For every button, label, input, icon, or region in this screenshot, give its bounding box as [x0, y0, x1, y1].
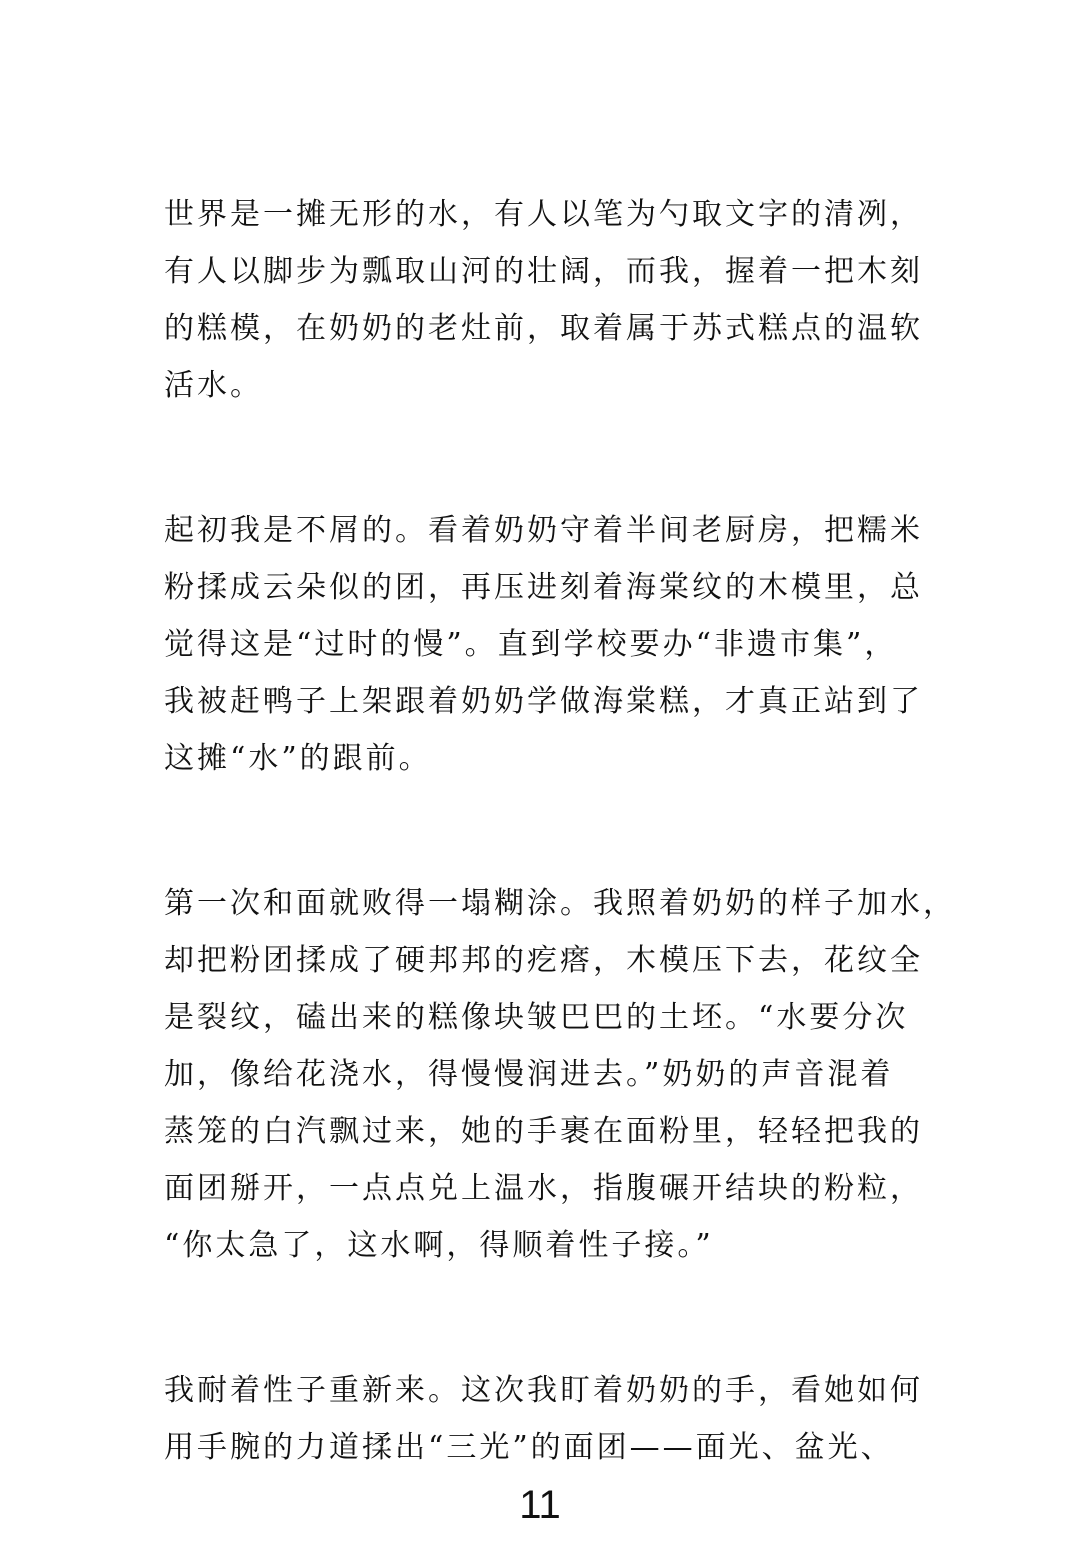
paragraph-4 — [164, 1362, 924, 1476]
text-line: 却把粉团揉成了硬邦邦的疙瘩，木模压下去，花纹全 — [164, 943, 923, 978]
text-line: 加，像给花浇水，得慢慢润进去。”奶奶的声音混着 — [164, 1057, 894, 1092]
text-line: 第一次和面就败得一塌糊涂。我照着奶奶的样子加水， — [164, 886, 956, 921]
paragraph-1 — [164, 186, 924, 414]
text-line: 面团掰开，一点点兑上温水，指腹碾开结块的粉粒， — [164, 1171, 923, 1206]
text-line: 蒸笼的白汽飘过来，她的手裹在面粉里，轻轻把我的 — [164, 1114, 923, 1149]
text-line: 觉得这是“过时的慢”。直到学校要办“非遗市集”， — [164, 627, 898, 662]
body-text — [164, 186, 956, 1564]
page-number: 11 — [519, 1483, 561, 1527]
text-line: 粉揉成云朵似的团，再压进刻着海棠纹的木模里，总 — [164, 570, 923, 605]
paragraph-3 — [164, 875, 956, 1274]
text-line: 是裂纹，磕出来的糕像块皱巴巴的土坯。“水要分次 — [164, 1000, 909, 1035]
text-line: 有人以脚步为瓢取山河的壮阔，而我，握着一把木刻 — [164, 254, 923, 289]
text-line: 活水。 — [164, 368, 263, 403]
text-line: “你太急了，这水啊，得顺着性子接。” — [164, 1228, 714, 1263]
text-line: 这摊“水”的跟前。 — [164, 741, 432, 776]
text-line: 世界是一摊无形的水，有人以笔为勺取文字的清冽， — [164, 197, 923, 232]
text-line: 起初我是不屑的。看着奶奶守着半间老厨房，把糯米 — [164, 513, 923, 548]
text-line: 的糕模，在奶奶的老灶前，取着属于苏式糕点的温软 — [164, 311, 923, 346]
paragraph-2 — [164, 502, 924, 787]
text-line: 用手腕的力道揉出“三光”的面团——面光、盆光、 — [164, 1430, 894, 1465]
text-line: 我被赶鸭子上架跟着奶奶学做海棠糕，才真正站到了 — [164, 684, 923, 719]
text-line: 我耐着性子重新来。这次我盯着奶奶的手，看她如何 — [164, 1373, 923, 1408]
